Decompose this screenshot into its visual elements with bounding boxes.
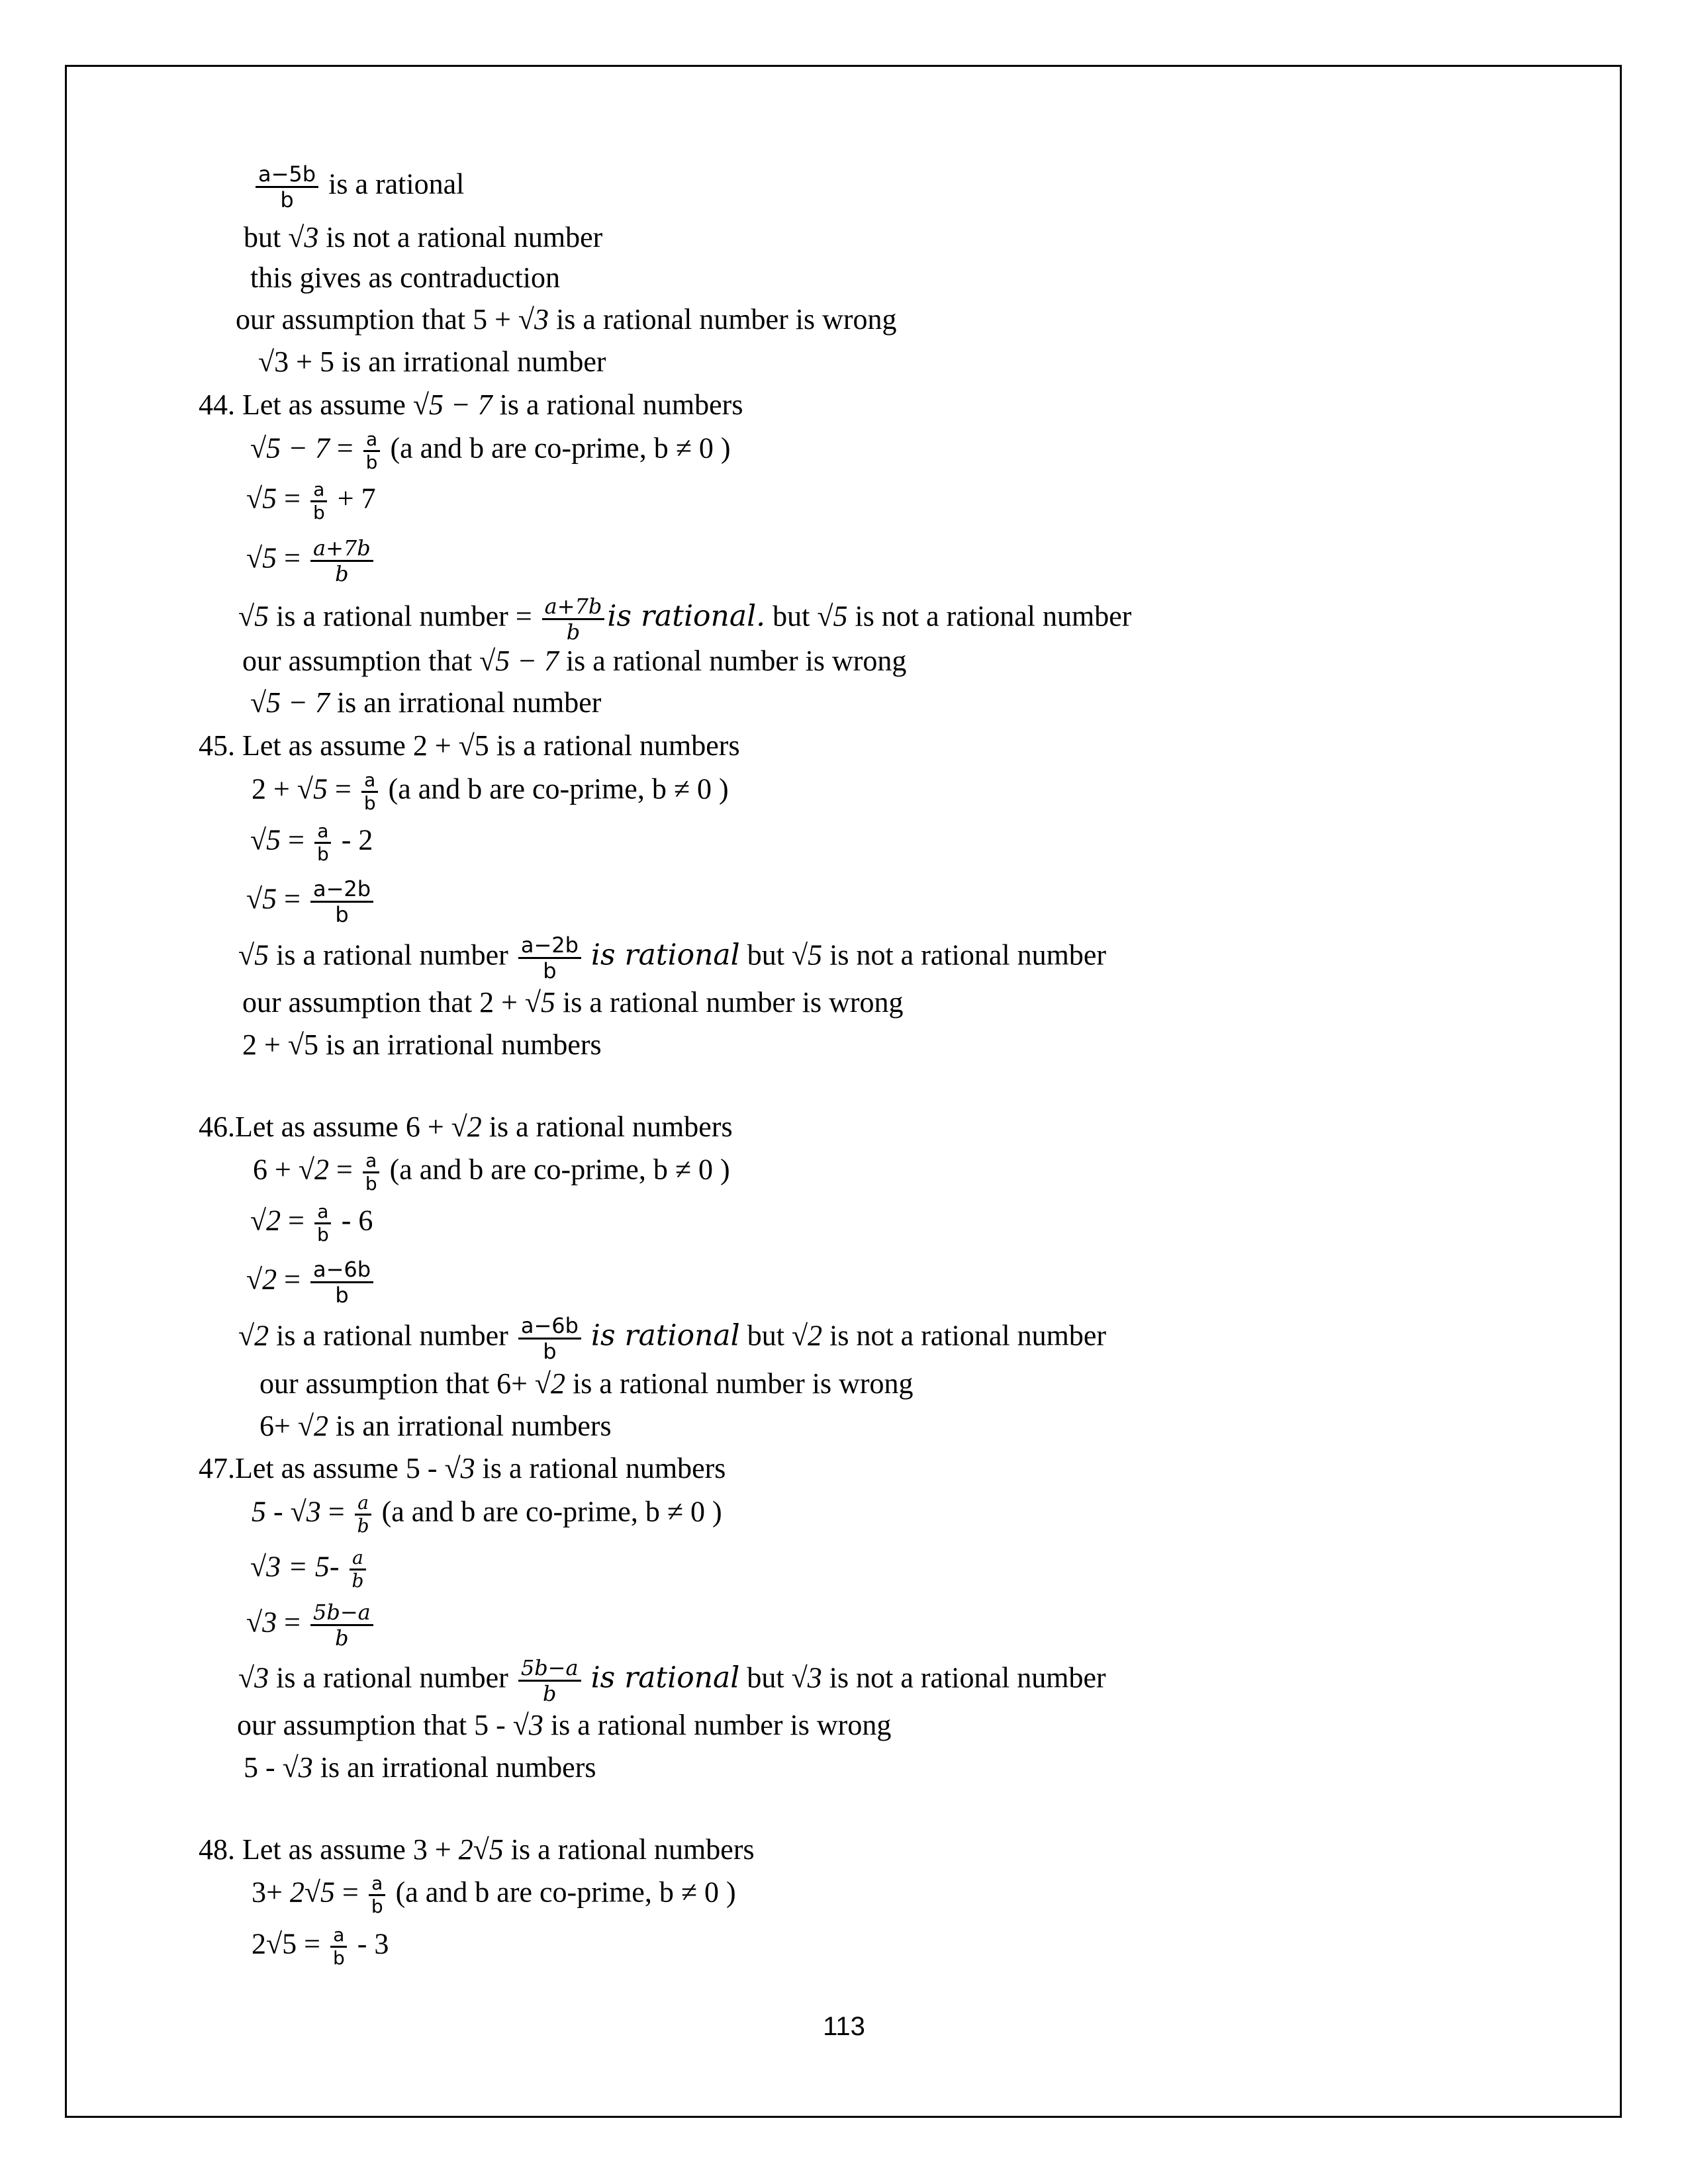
q47-line-4: √3 = $\frac{5b-a}{b}$ <box>246 1600 376 1650</box>
fraction: $\frac{a-2b}{b}$ <box>310 877 373 927</box>
q44-line-5: √5 is a rational number = $\frac{a+7b}{b}$ is rational. but √5 is not a rational number <box>238 594 1132 645</box>
cont-line-4: our assumption that 5 + √3 is a rational number is wrong <box>236 303 897 336</box>
fraction: $\frac{5b-a}{b}$ <box>518 1656 581 1706</box>
q45-line-3: √5 = $\frac{a}{b}$ - 2 <box>250 820 373 865</box>
fraction: $\frac{a}{b}$ <box>361 770 379 814</box>
page-number: 113 <box>823 2012 865 2041</box>
q46-line-4: √2 = $\frac{a-6b}{b}$ <box>246 1257 376 1307</box>
q48-line-2: 3+ 2√5 = $\frac{a}{b}$ (a and b are co-prime, b ≠ 0 ) <box>252 1872 736 1917</box>
fraction: $\frac{a}{b}$ <box>363 429 381 473</box>
cont-line-5: √3 + 5 is an irrational number <box>258 345 606 378</box>
q45-line-2: 2 + √5 = $\frac{a}{b}$ (a and b are co-prime, b ≠ 0 ) <box>252 769 729 814</box>
q46-line-2: 6 + √2 = $\frac{a}{b}$ (a and b are co-prime, b ≠ 0 ) <box>253 1150 730 1195</box>
q46-line-7: 6+ √2 is an irrational numbers <box>259 1410 612 1442</box>
q47-line-3: √3 = 5- $\frac{a}{b}$ <box>250 1547 369 1592</box>
cont-line-3: this gives as contraduction <box>250 261 561 294</box>
q45-statement: 45. Let as assume 2 + √5 is a rational numbers <box>199 729 740 762</box>
fraction: $\frac{5b-a}{b}$ <box>310 1600 373 1650</box>
q46-statement: 46.Let as assume 6 + √2 is a rational numbers <box>199 1111 733 1143</box>
fraction: $\frac{a-5b}{b}$ <box>256 162 318 212</box>
fraction: $\frac{a}{b}$ <box>355 1492 372 1537</box>
q46-line-3: √2 = $\frac{a}{b}$ - 6 <box>250 1201 373 1246</box>
q46-line-5: √2 is a rational number $\frac{a-6b}{b}$ is rational but √2 is not a rational number <box>238 1313 1107 1364</box>
fraction: $\frac{a}{b}$ <box>310 479 328 523</box>
fraction: $\frac{a+7b}{b}$ <box>310 536 373 586</box>
q44-line-2: √5 − 7 = $\frac{a}{b}$ (a and b are co-prime, b ≠ 0 ) <box>250 428 731 473</box>
q45-line-4: √5 = $\frac{a-2b}{b}$ <box>246 877 376 927</box>
fraction: $\frac{a-6b}{b}$ <box>518 1314 581 1363</box>
q48-statement: 48. Let as assume 3 + 2√5 is a rational numbers <box>199 1833 755 1866</box>
q47-line-2: 5 - √3 = $\frac{a}{b}$ (a and b are co-prime, b ≠ 0 ) <box>252 1492 722 1537</box>
q44-line-7: √5 − 7 is an irrational number <box>250 686 602 719</box>
q47-line-5: √3 is a rational number $\frac{5b-a}{b}$ is rational but √3 is not a rational number <box>238 1655 1106 1706</box>
q45-line-5: √5 is a rational number $\frac{a-2b}{b}$ is rational but √5 is not a rational number <box>238 933 1107 983</box>
q44-line-6: our assumption that √5 − 7 is a rational number is wrong <box>242 645 907 677</box>
q44-line-4: √5 = $\frac{a+7b}{b}$ <box>246 536 376 586</box>
q45-line-7: 2 + √5 is an irrational numbers <box>242 1028 602 1061</box>
q48-line-3: 2√5 = $\frac{a}{b}$ - 3 <box>252 1924 389 1969</box>
fraction: $\frac{a}{b}$ <box>314 821 332 865</box>
q44-line-3: √5 = $\frac{a}{b}$ + 7 <box>246 478 376 523</box>
fraction: $\frac{a}{b}$ <box>330 1925 348 1969</box>
cont-line-2: but √3 is not a rational number <box>244 221 603 253</box>
fraction: $\frac{a}{b}$ <box>363 1150 380 1195</box>
fraction: $\frac{a+7b}{b}$ <box>542 594 605 644</box>
q44-statement: 44. Let as assume √5 − 7 is a rational numbers <box>199 388 743 421</box>
q47-line-7: 5 - √3 is an irrational numbers <box>244 1751 596 1784</box>
fraction: $\frac{a-2b}{b}$ <box>518 933 581 983</box>
q47-statement: 47.Let as assume 5 - √3 is a rational numbers <box>199 1452 726 1484</box>
cont-line-1: $\frac{a-5b}{b}$ is a rational <box>253 162 464 212</box>
q45-line-6: our assumption that 2 + √5 is a rational number is wrong <box>242 986 904 1019</box>
fraction: $\frac{a}{b}$ <box>369 1873 386 1917</box>
fraction: $\frac{a}{b}$ <box>314 1201 332 1246</box>
fraction: $\frac{a}{b}$ <box>350 1547 367 1592</box>
q46-line-6: our assumption that 6+ √2 is a rational number is wrong <box>259 1367 914 1400</box>
fraction: $\frac{a-6b}{b}$ <box>310 1257 373 1307</box>
q47-line-6: our assumption that 5 - √3 is a rational number is wrong <box>237 1709 892 1741</box>
